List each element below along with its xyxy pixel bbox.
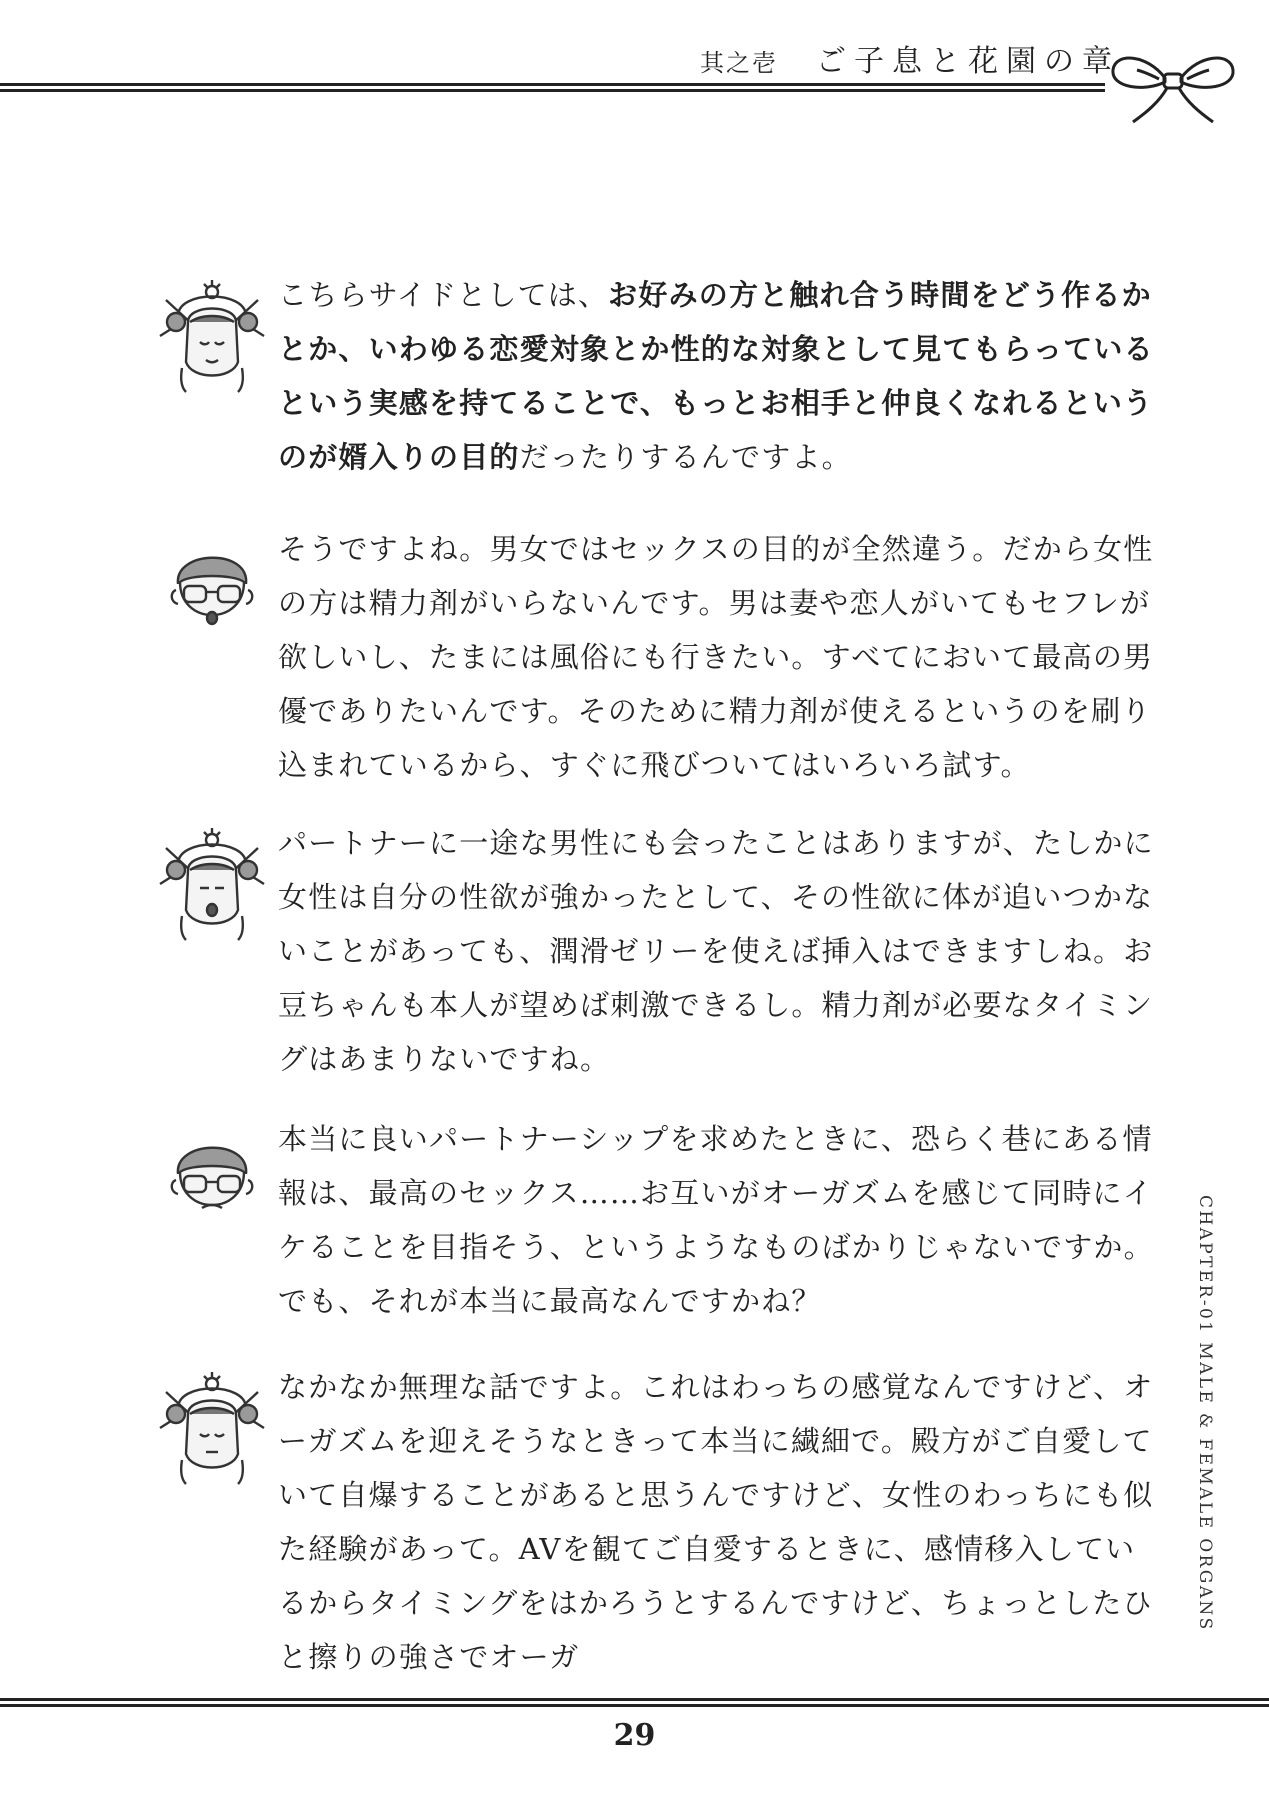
oiran-face-icon [152,824,272,944]
chapter-title: ご子息と花園の章 [816,44,1120,79]
oiran-face-icon [152,1368,272,1488]
dialogue-bold-text: お好みの方と触れ合う時間をどう作るかとか、いわゆる恋愛対象とか性的な対象として見てもらっているという実感を持てることで、もっとお相手と仲良くなれるというのが婿入りの目的 [278,278,1154,474]
chapter-header [700,36,1130,80]
man-with-glasses-face-icon [152,530,272,650]
dialogue-plain-text: だったりするんですよ。 [519,440,852,474]
chapter-label: 其之壱 [700,49,778,77]
footer-double-rule [0,1698,1269,1707]
header-double-rule [0,83,1105,92]
dialogue-text: そうですよね。男女ではセックスの目的が全然違う。だから女性の方は精力剤がいらないんです。男は妻や恋人がいてもセフレが欲しいし、たまには風俗にも行きたい。すべてにおいて最高の男優でありたいんです。そのために精力剤が使えるというのを刷り込まれているから、すぐに飛びついてはいろいろ試す。 [278,532,1154,782]
dialogue-text [278,268,1158,484]
chapter-side-label: CHAPTER-01 MALE & FEMALE ORGANS [1195,1195,1215,1632]
ribbon-bow-icon [1107,48,1239,126]
dialogue-text: パートナーに一途な男性にも会ったことはありますが、たしかに女性は自分の性欲が強かったとして、その性欲に体が追いつかないことがあっても、潤滑ゼリーを使えば挿入はできますしね。お豆ちゃんも本人が望めば刺激できるし。精力剤が必要なタイミングはあまりないですね。 [278,826,1154,1076]
dialogue-text: なかなか無理な話ですよ。これはわっちの感覚なんですけど、オーガズムを迎えそうなときって本当に繊細で。殿方がご自愛していて自爆することがあると思うんですけど、女性のわっちにも似た経験があって。AVを観てご自愛するときに、感情移入しているからタイミングをはかろうとするんですけど、ちょっとしたひと擦りの強さでオーガ [278,1370,1154,1674]
dialogue-text: 本当に良いパートナーシップを求めたときに、恐らく巷にある情報は、最高のセックス……お互いがオーガズムを感じて同時にイケることを目指そう、というようなものばかりじゃないですか。でも、それが本当に最高なんですかね？ [278,1122,1154,1318]
page-number: 29 [613,1718,656,1753]
oiran-face-icon [152,276,272,396]
man-with-glasses-face-icon [152,1120,272,1240]
dialogue-plain-lead: こちらサイドとしては、 [278,278,609,312]
